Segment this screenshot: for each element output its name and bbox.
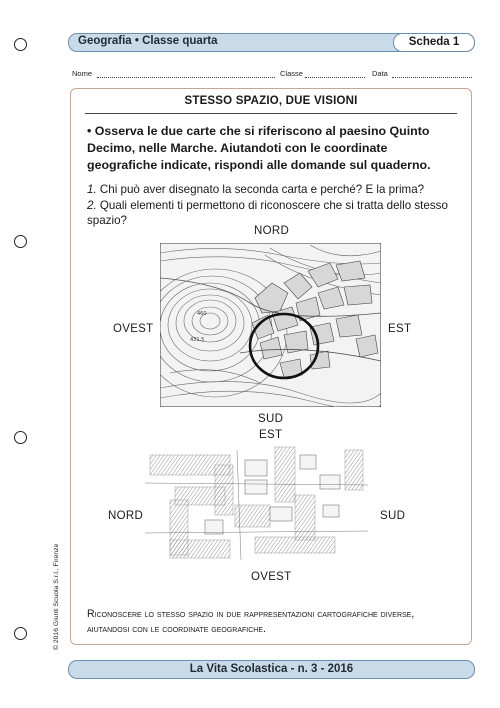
- subject-label: Geografia • Classe quarta: [78, 35, 218, 47]
- map1-west-label: OVEST: [113, 323, 154, 335]
- date-label: Data: [372, 69, 388, 78]
- map1-north-label: NORD: [254, 225, 290, 237]
- question-text: Chi può aver disegnato la seconda carta e perché? E la prima?: [99, 183, 425, 196]
- binder-hole: [14, 431, 27, 444]
- question-2: [87, 198, 465, 228]
- class-label: Classe: [280, 69, 303, 78]
- sheet-label: Scheda 1: [393, 33, 475, 52]
- map1-south-label: SUD: [258, 413, 284, 425]
- map1-east-label: EST: [388, 323, 412, 335]
- binder-hole: [14, 38, 27, 51]
- question-number: 1.: [87, 183, 97, 196]
- elevation-label: 431.5: [190, 337, 205, 343]
- elevation-label: 460: [197, 311, 207, 317]
- name-field[interactable]: [97, 77, 275, 78]
- exercise-title: STESSO SPAZIO, DUE VISIONI: [184, 95, 358, 107]
- question-1: [87, 182, 465, 197]
- map2-west-label: OVEST: [251, 571, 292, 583]
- map2-north-label: NORD: [108, 510, 144, 522]
- binder-hole: [14, 627, 27, 640]
- class-field[interactable]: [305, 77, 365, 78]
- binder-hole: [14, 235, 27, 248]
- header-bar: [68, 33, 475, 52]
- footer-bar: La Vita Scolastica - n. 3 - 2016: [68, 660, 475, 679]
- copyright-notice: © 2016 Giunti Scuola S.r.l., Firenze: [53, 543, 60, 650]
- date-field[interactable]: [392, 77, 472, 78]
- map2-east-label: EST: [259, 429, 283, 441]
- map2-south-label: SUD: [380, 510, 406, 522]
- topographic-map: [160, 243, 381, 407]
- question-number: 2.: [87, 199, 97, 212]
- instructions: • Osserva le due carte che si riferiscono al paesino Quinto Decimo, nelle Marche. Aiutandoti con le coordinate geografiche indicate, rispondi alle domande sul quaderno.: [87, 124, 431, 172]
- learning-objective: Riconoscere lo stesso spazio in due rappresentazioni cartografiche diverse, aiutandosi con le coordinate geografiche.: [87, 608, 415, 635]
- question-text: Quali elementi ti permettono di riconoscere che si tratta dello stesso spazio?: [87, 199, 448, 227]
- title-divider: [85, 113, 457, 114]
- hand-drawn-map: [145, 445, 368, 568]
- name-label: Nome: [72, 69, 93, 78]
